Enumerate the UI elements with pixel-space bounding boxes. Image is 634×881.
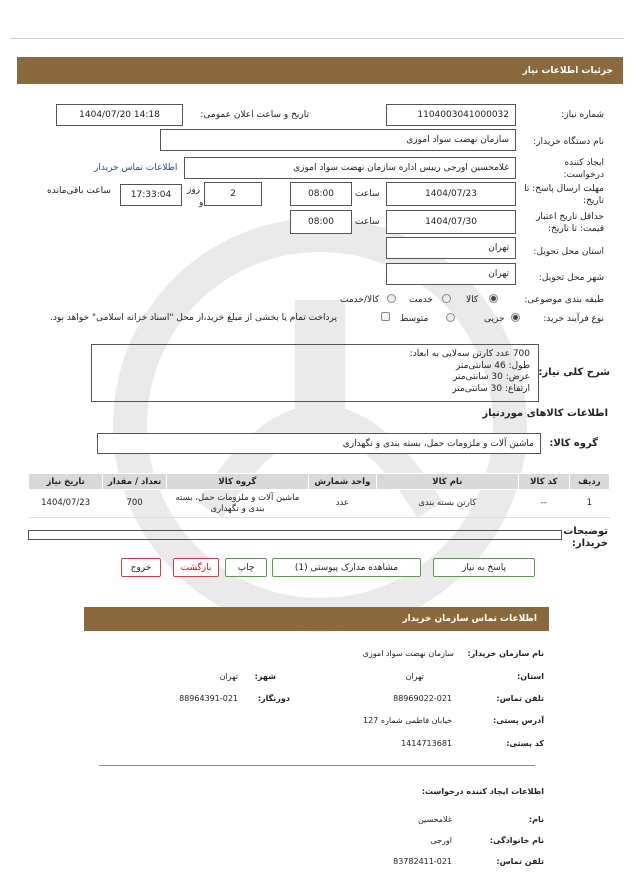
reply-deadline-label-2: تاریخ: bbox=[583, 196, 604, 206]
creator-first-name-label: نام: bbox=[528, 815, 544, 824]
contact-fax-value: 88964391-021 bbox=[179, 694, 238, 703]
validity-time-label: ساعت bbox=[355, 217, 380, 227]
table-row bbox=[29, 490, 610, 518]
province-label: استان محل تحویل: bbox=[533, 247, 604, 257]
contact-city-label: شهر: bbox=[254, 672, 276, 681]
contact-section-header: اطلاعات تماس سازمان خریدار bbox=[84, 607, 549, 631]
process-option-minor: جزیی bbox=[484, 314, 505, 324]
announce-field: 1404/07/20 14:18 bbox=[56, 104, 183, 126]
buyer-contact-link[interactable]: اطلاعات تماس خریدار bbox=[94, 163, 178, 173]
reply-date-field: 1404/07/23 bbox=[386, 182, 516, 206]
print-button[interactable]: چاپ bbox=[225, 558, 267, 577]
day-label: روز bbox=[187, 185, 201, 195]
process-label: نوع فرآیند خرید: bbox=[543, 314, 604, 324]
creator-label-2: درخواست: bbox=[563, 170, 604, 180]
reply-deadline-label-1: مهلت ارسال پاسخ: تا bbox=[524, 184, 604, 194]
announce-label: تاریخ و ساعت اعلان عمومی: bbox=[200, 110, 309, 120]
contact-postal-value: 1414713681 bbox=[401, 739, 452, 748]
description-line: عرض: 30 سانتی‌متر bbox=[453, 372, 530, 382]
contact-org-value: سازمان نهضت سواد اموزی bbox=[362, 649, 454, 658]
contact-phone-label: تلفن تماس: bbox=[496, 694, 544, 703]
buyer-org-label: نام دستگاه خریدار: bbox=[533, 137, 604, 147]
cell-code: -- bbox=[518, 490, 569, 518]
reply-button[interactable]: پاسخ به نیاز bbox=[433, 558, 535, 577]
cell-unit: عدد bbox=[308, 490, 376, 518]
contact-province-label: استان: bbox=[517, 672, 544, 681]
goods-table-header bbox=[29, 474, 610, 490]
validity-date-field: 1404/07/30 bbox=[386, 210, 516, 234]
goods-section-title: اطلاعات کالاهای موردنیاز bbox=[482, 408, 608, 419]
category-option-service: خدمت bbox=[409, 295, 433, 305]
category-option-both: کالا/خدمت bbox=[340, 295, 380, 305]
contact-city-value: تهران bbox=[219, 672, 238, 681]
cell-group: ماشین آلات و ملزومات حمل، بسته بندی و نگهداری bbox=[166, 490, 308, 518]
cell-date: 1404/07/23 bbox=[29, 490, 103, 518]
day-suffix: و bbox=[199, 198, 204, 208]
remaining-time-label: ساعت باقی‌مانده bbox=[47, 186, 111, 196]
creator-last-name-label: نام خانوادگی: bbox=[489, 836, 544, 845]
description-line: ارتفاع: 30 سانتی‌متر bbox=[452, 383, 530, 394]
col-code: کد کالا bbox=[518, 474, 569, 490]
process-option-medium: متوسط bbox=[400, 314, 429, 324]
description-box bbox=[91, 344, 539, 402]
description-line: 700 عدد کارتن سه‌لایی به ابعاد: bbox=[409, 349, 530, 359]
buyer-org-field: سازمان نهضت سواد اموزی bbox=[160, 129, 516, 151]
contact-fax-label: دورنگار: bbox=[257, 694, 290, 703]
buyer-notes-label-1: توضیحات bbox=[563, 526, 608, 537]
treasury-payment-note: پرداخت تمام یا بخشی از مبلغ خرید،از محل "اسناد خزانه اسلامی" خواهد بود. bbox=[50, 313, 338, 323]
contact-org-label: نام سازمان خریدار: bbox=[467, 649, 544, 658]
col-qty: تعداد / مقدار bbox=[103, 474, 167, 490]
col-row: ردیف bbox=[569, 474, 609, 490]
need-number-label: شماره نیاز: bbox=[561, 110, 604, 120]
col-group: گروه کالا bbox=[166, 474, 308, 490]
back-button[interactable]: بازگشت bbox=[173, 558, 219, 577]
contact-address-label: آدرس پستی: bbox=[493, 716, 544, 725]
goods-table bbox=[28, 473, 610, 518]
validity-label-2: قیمت: تا تاریخ: bbox=[548, 224, 604, 234]
contact-address-value: خیابان فاطمی شماره 127 bbox=[363, 716, 452, 725]
view-attachments-button[interactable]: مشاهده مدارک پیوستی (1) bbox=[272, 558, 421, 577]
creator-field: غلامحسین اورجی رییس اداره سازمان نهضت سواد اموزی bbox=[184, 157, 516, 179]
treasury-payment-checkbox[interactable] bbox=[381, 312, 390, 321]
col-unit: واحد شمارش bbox=[308, 474, 376, 490]
city-field: تهران bbox=[386, 263, 516, 285]
category-radio-both[interactable] bbox=[387, 294, 396, 303]
creator-first-name-value: غلامحسین bbox=[417, 815, 452, 824]
need-number-field: 1104003041000032 bbox=[386, 104, 516, 126]
province-field: تهران bbox=[386, 237, 516, 259]
contact-phone-value: 88969022-021 bbox=[393, 694, 452, 703]
process-radio-minor[interactable] bbox=[511, 313, 520, 322]
goods-group-label: گروه کالا: bbox=[549, 438, 598, 449]
goods-group-field: ماشین آلات و ملزومات حمل، بسته بندی و نگهداری bbox=[97, 433, 541, 454]
col-name: نام کالا bbox=[376, 474, 518, 490]
buyer-notes-field bbox=[28, 530, 562, 540]
top-divider bbox=[10, 38, 624, 39]
remaining-time-field: 17:33:04 bbox=[120, 184, 182, 206]
exit-button[interactable]: خروج bbox=[121, 558, 161, 577]
contact-divider bbox=[99, 765, 535, 766]
creator-phone-label: تلفن تماس: bbox=[496, 857, 544, 866]
cell-name: کارتن بسته بندی bbox=[376, 490, 518, 518]
category-radio-service[interactable] bbox=[442, 294, 451, 303]
contact-postal-label: کد پستی: bbox=[506, 739, 544, 748]
page-header: جزئیات اطلاعات نیاز bbox=[17, 57, 623, 84]
reply-time-label: ساعت bbox=[355, 189, 380, 199]
description-line: طول: 46 سانتی‌متر bbox=[455, 360, 530, 371]
validity-label-1: حداقل تاریخ اعتبار bbox=[536, 212, 604, 222]
process-radio-medium[interactable] bbox=[446, 313, 455, 322]
creator-info-title: اطلاعات ایجاد کننده درخواست: bbox=[421, 787, 544, 796]
reply-time-field: 08:00 bbox=[290, 182, 352, 206]
category-option-goods: کالا bbox=[466, 295, 479, 305]
creator-last-name-value: اورجی bbox=[430, 836, 452, 845]
city-label: شهر محل تحویل: bbox=[538, 273, 604, 283]
contact-province-value: تهران bbox=[405, 672, 424, 681]
category-label: طبقه بندی موضوعی: bbox=[524, 295, 604, 305]
days-field: 2 bbox=[204, 182, 262, 206]
cell-qty: 700 bbox=[103, 490, 167, 518]
col-date: تاریخ نیاز bbox=[29, 474, 103, 490]
creator-phone-value: 83782411-021 bbox=[393, 857, 452, 866]
category-radio-goods[interactable] bbox=[489, 294, 498, 303]
validity-time-field: 08:00 bbox=[290, 210, 352, 234]
buyer-notes-label-2: خریدار: bbox=[571, 538, 608, 549]
creator-label-1: ایجاد کننده bbox=[564, 158, 604, 168]
cell-row: 1 bbox=[569, 490, 609, 518]
description-label: شرح کلی نیاز: bbox=[538, 367, 610, 378]
